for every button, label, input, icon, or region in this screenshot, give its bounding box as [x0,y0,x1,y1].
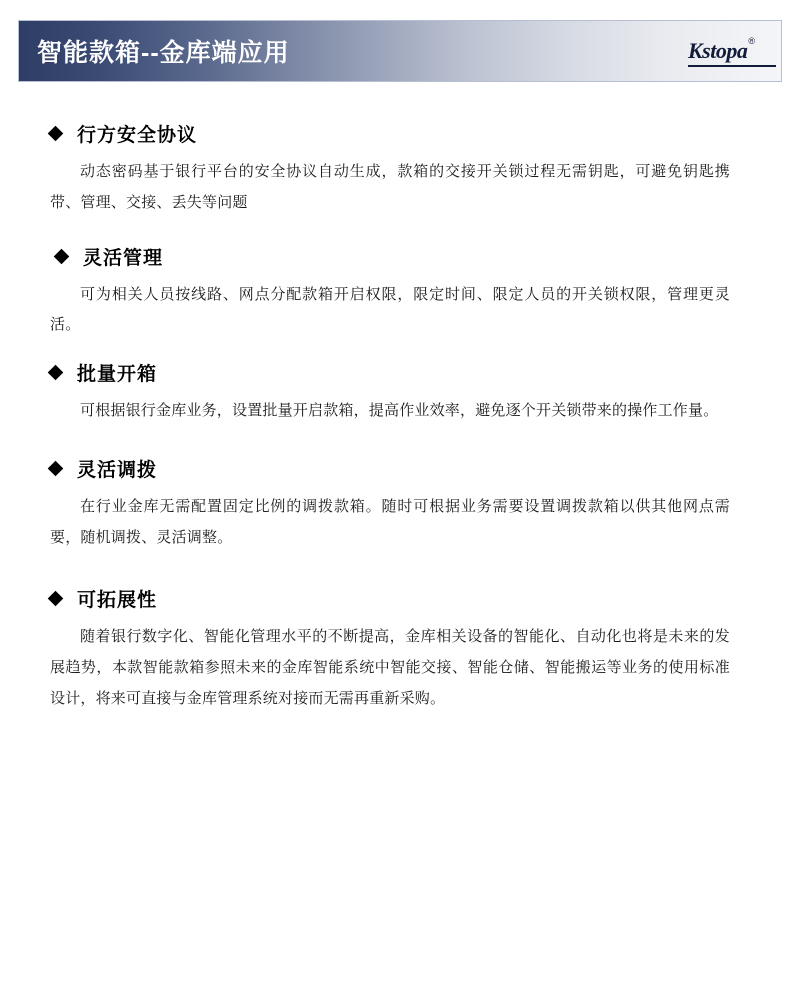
diamond-bullet-icon [48,126,64,142]
section-title: 灵活调拨 [77,459,158,481]
section-body: 在行业金库无需配置固定比例的调拨款箱。随时可根据业务需要设置调拨款箱以供其他网点需要，随机调拨、灵活调整。 [50,497,730,546]
diamond-bullet-icon [48,365,64,381]
logo-underline [688,65,776,67]
section-heading [50,243,740,270]
section-heading [50,455,740,482]
header-banner [18,20,782,82]
section-security-protocol [50,120,740,219]
registered-trademark-icon: ® [748,36,755,46]
section-heading [50,120,740,147]
section-extensibility [50,585,740,714]
section-title: 行方安全协议 [77,125,198,146]
section-body: 可为相关人员按线路、网点分配款箱开启权限，限定时间、限定人员的开关锁权限，管理更灵活。 [50,285,730,334]
section-flexible-management [50,243,740,342]
section-heading [50,585,740,612]
section-flexible-allocation [50,455,740,554]
diamond-bullet-icon [54,248,70,264]
section-title: 灵活管理 [83,247,164,269]
diamond-bullet-icon [48,460,64,476]
section-body: 动态密码基于银行平台的安全协议自动生成，款箱的交接开关锁过程无需钥匙，可避免钥匙携带、管理、交接、丢失等问题 [50,163,730,211]
page-title: 智能款箱--金库端应用 [37,39,290,67]
section-heading [50,359,740,386]
section-body: 可根据银行金库业务，设置批量开启款箱，提高作业效率，避免逐个开关锁带来的操作工作量。 [80,402,719,419]
section-batch-open [50,359,740,427]
diamond-bullet-icon [48,591,64,607]
section-title: 可拓展性 [77,590,158,612]
logo-wordmark: Kstopa [688,38,748,63]
brand-logo [688,38,755,64]
section-title: 批量开箱 [77,364,158,385]
section-body: 随着银行数字化、智能化管理水平的不断提高，金库相关设备的智能化、自动化也将是未来的发展趋势，本款智能款箱参照未来的金库智能系统中智能交接、智能仓储、智能搬运等业务的使用标准设计，将来可直接与金库管理系统对接而无需再重新采购。 [50,628,730,707]
document-content [0,118,800,733]
